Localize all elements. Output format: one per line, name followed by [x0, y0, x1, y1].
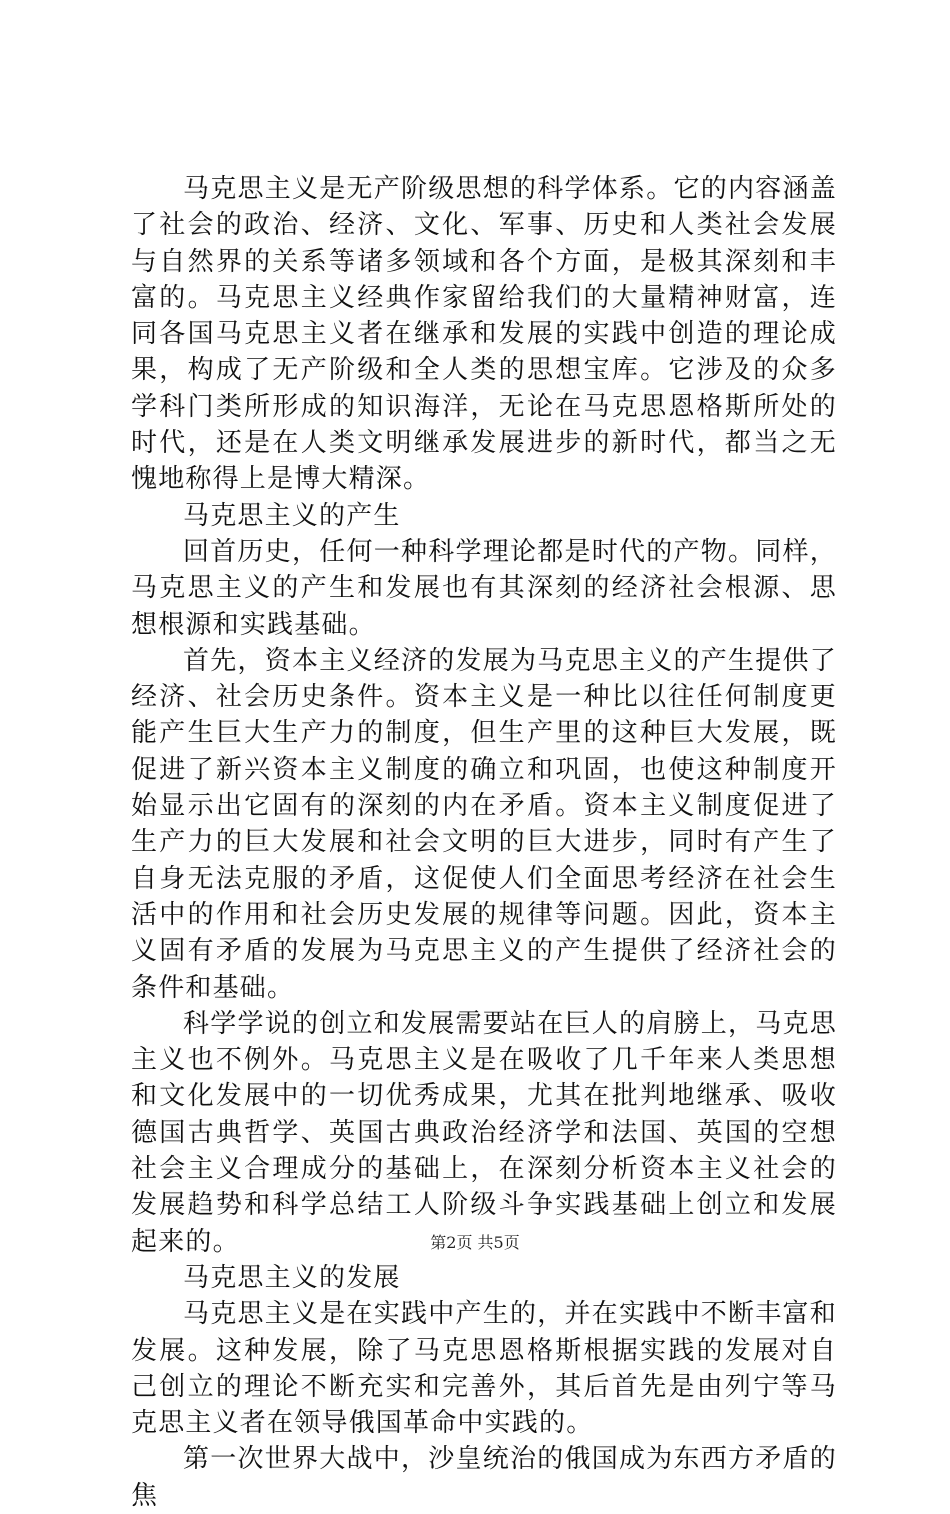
paragraph-economic-conditions: 首先，资本主义经济的发展为马克思主义的产生提供了经济、社会历史条件。资本主义是一种比以往任何制度更能产生巨大生产力的制度，但生产里的这种巨大发展，既促进了新兴资本主义制度的确立和巩固，也使这种制度开始显示出它固有的深刻的内在矛盾。资本主义制度促进了生产力的巨大发展和社会文明的巨大进步，同时有产生了自身无法克服的矛盾，这促使人们全面思考经济在社会生活中的作用和社会历史发展的规律等问题。因此，资本主义固有矛盾的发展为马克思主义的产生提供了经济社会的条件和基础。	[131, 645, 837, 1003]
section-heading-development: 马克思主义的发展	[183, 1262, 401, 1293]
paragraph-history: 回首历史，任何一种科学理论都是时代的产物。同样，马克思主义的产生和发展也有其深刻的经济社会根源、思想根源和实践基础。	[131, 536, 837, 640]
page-number: 第2页 共5页	[430, 1233, 520, 1252]
document-body	[131, 171, 837, 1514]
paragraph-theoretical-sources: 科学学说的创立和发展需要站在巨人的肩膀上，马克思主义也不例外。马克思主义是在吸收了几千年来人类思想和文化发展中的一切优秀成果，尤其在批判地继承、吸收德国古典哲学、英国古典政治经济学和法国、英国的空想社会主义合理成分的基础上，在深刻分析资本主义社会的发展趋势和科学总结工人阶级斗争实践基础上创立和发展起来的。	[131, 1008, 837, 1257]
paragraph-practice: 马克思主义是在实践中产生的，并在实践中不断丰富和发展。这种发展，除了马克思恩格斯根据实践的发展对自己创立的理论不断充实和完善外，其后首先是由列宁等马克思主义者在领导俄国革命中实践的。	[131, 1299, 837, 1439]
section-heading-origin: 马克思主义的产生	[183, 500, 401, 531]
paragraph-world-war: 第一次世界大战中，沙皇统治的俄国成为东西方矛盾的焦	[131, 1444, 837, 1511]
paragraph-intro: 马克思主义是无产阶级思想的科学体系。它的内容涵盖了社会的政治、经济、文化、军事、历史和人类社会发展与自然界的关系等诸多领域和各个方面，是极其深刻和丰富的。马克思主义经典作家留给我们的大量精神财富，连同各国马克思主义者在继承和发展的实践中创造的理论成果，构成了无产阶级和全人类的思想宝库。它涉及的众多学科门类所形成的知识海洋，无论在马克思恩格斯所处的时代，还是在人类文明继承发展进步的新时代，都当之无愧地称得上是博大精深。	[131, 174, 837, 495]
